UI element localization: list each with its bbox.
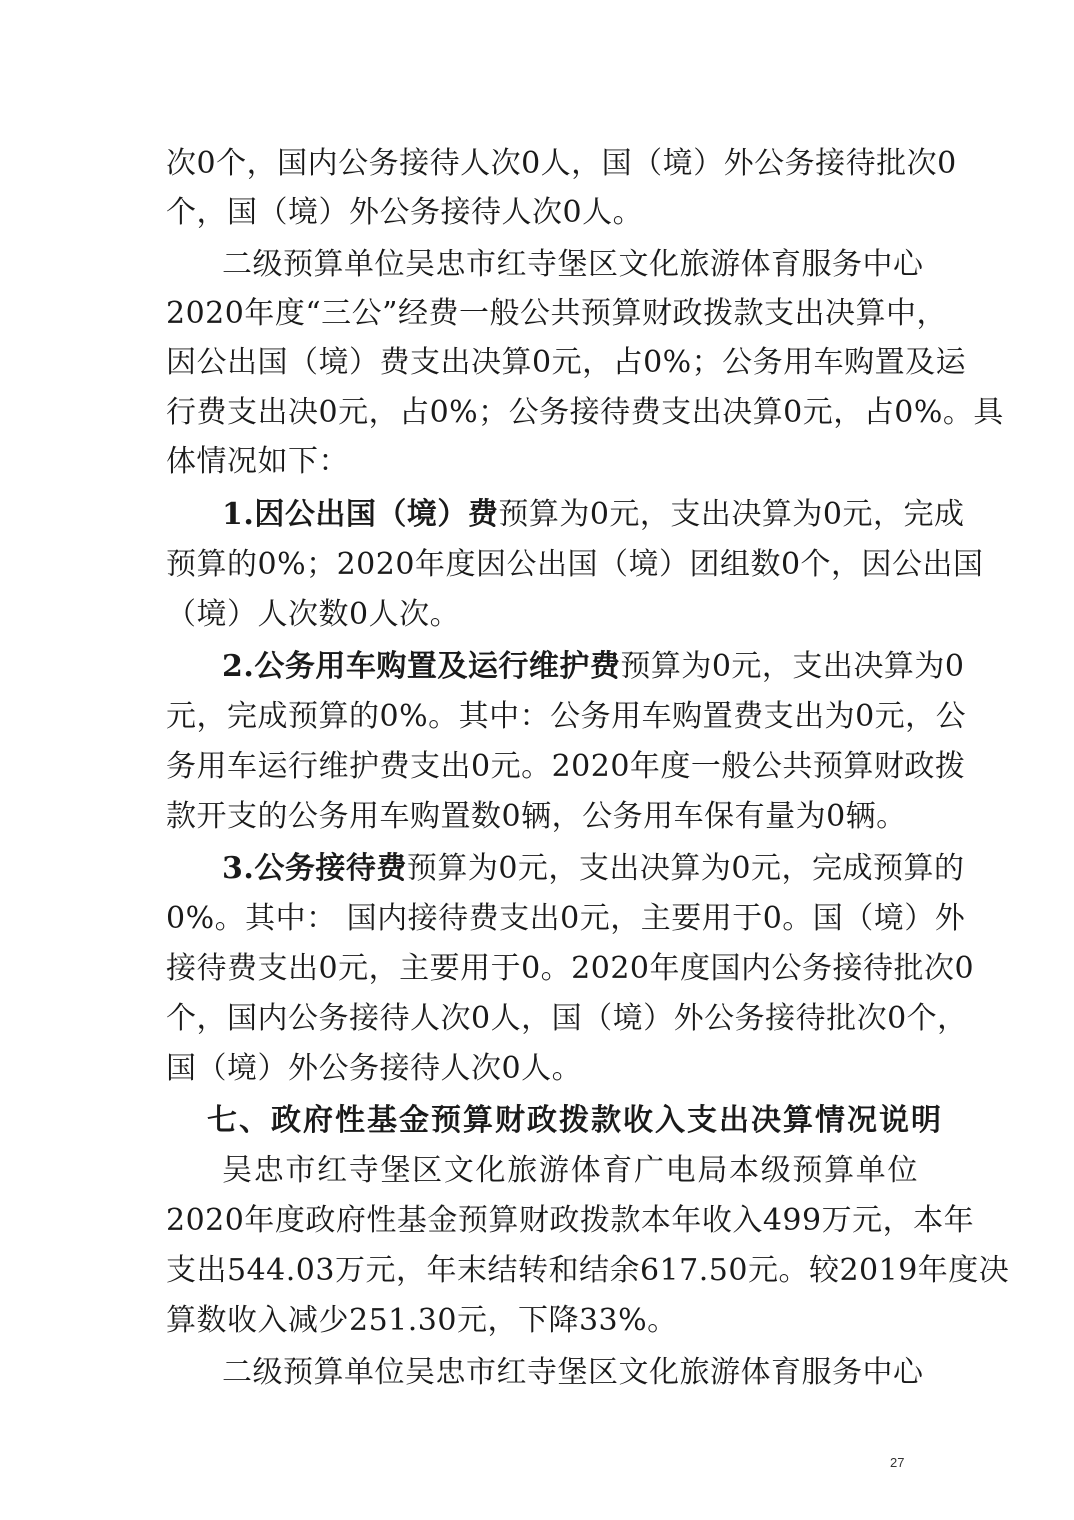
paragraph-line: 二级预算单位吴忠市红寺堡区文化旅游体育服务中心 — [222, 247, 924, 282]
paragraph-line: 二级预算单位吴忠市红寺堡区文化旅游体育服务中心 — [222, 1355, 924, 1390]
paragraph-line: 吴忠市红寺堡区文化旅游体育广电局本级预算单位 — [222, 1153, 918, 1188]
item-3-text: 预算为0元，支出决算为0元，完成预算的 — [406, 851, 965, 886]
paragraph-line: 支出544.03万元，年末结转和结余617.50元。较2019年度决 — [166, 1253, 1010, 1288]
item-3-label: 3.公务接待费 — [222, 851, 407, 886]
paragraph-line: 次0个，国内公务接待人次0人，国（境）外公务接待批次0 — [166, 146, 957, 181]
paragraph-line: 预算的0%；2020年度因公出国（境）团组数0个，因公出国 — [166, 547, 984, 582]
item-2-label: 2.公务用车购置及运行维护费 — [222, 649, 621, 684]
paragraph-line: 2020年度政府性基金预算财政拨款本年收入499万元，本年 — [166, 1203, 975, 1238]
paragraph-line: 行费支出决0元，占0%；公务接待费支出决算0元，占0%。具 — [166, 395, 1004, 430]
paragraph-line: 款开支的公务用车购置数0辆，公务用车保有量为0辆。 — [166, 799, 907, 834]
paragraph-line: 2020年度“三公”经费一般公共预算财政拨款支出决算中， — [166, 296, 948, 331]
page-number: 27 — [890, 1455, 905, 1470]
paragraph-line: 个，国（境）外公务接待人次0人。 — [166, 195, 644, 230]
paragraph-line: 个，国内公务接待人次0人，国（境）外公务接待批次0个， — [166, 1001, 968, 1036]
section-heading: 七、政府性基金预算财政拨款收入支出决算情况说明 — [207, 1103, 943, 1138]
paragraph-line: 因公出国（境）费支出决算0元，占0%；公务用车购置及运 — [166, 345, 967, 380]
paragraph-line: （境）人次数0人次。 — [166, 597, 461, 632]
paragraph-line: 体情况如下： — [166, 444, 349, 479]
paragraph-line: 元，完成预算的0%。其中：公务用车购置费支出为0元，公 — [166, 699, 967, 734]
paragraph-line: 接待费支出0元，主要用于0。2020年度国内公务接待批次0 — [166, 951, 975, 986]
paragraph-line: 0%。其中： 国内接待费支出0元，主要用于0。国（境）外 — [166, 901, 966, 936]
item-1-line — [222, 490, 965, 540]
item-1-label: 1.因公出国（境）费 — [222, 497, 499, 532]
item-2-text: 预算为0元，支出决算为0 — [620, 649, 965, 684]
paragraph-line: 算数收入减少251.30元，下降33%。 — [166, 1303, 678, 1338]
item-1-text: 预算为0元，支出决算为0元，完成 — [498, 497, 965, 532]
item-2-line — [222, 642, 965, 692]
paragraph-line: 国（境）外公务接待人次0人。 — [166, 1051, 583, 1086]
paragraph-line: 务用车运行维护费支出0元。2020年度一般公共预算财政拨 — [166, 749, 966, 784]
item-3-line — [222, 844, 965, 894]
